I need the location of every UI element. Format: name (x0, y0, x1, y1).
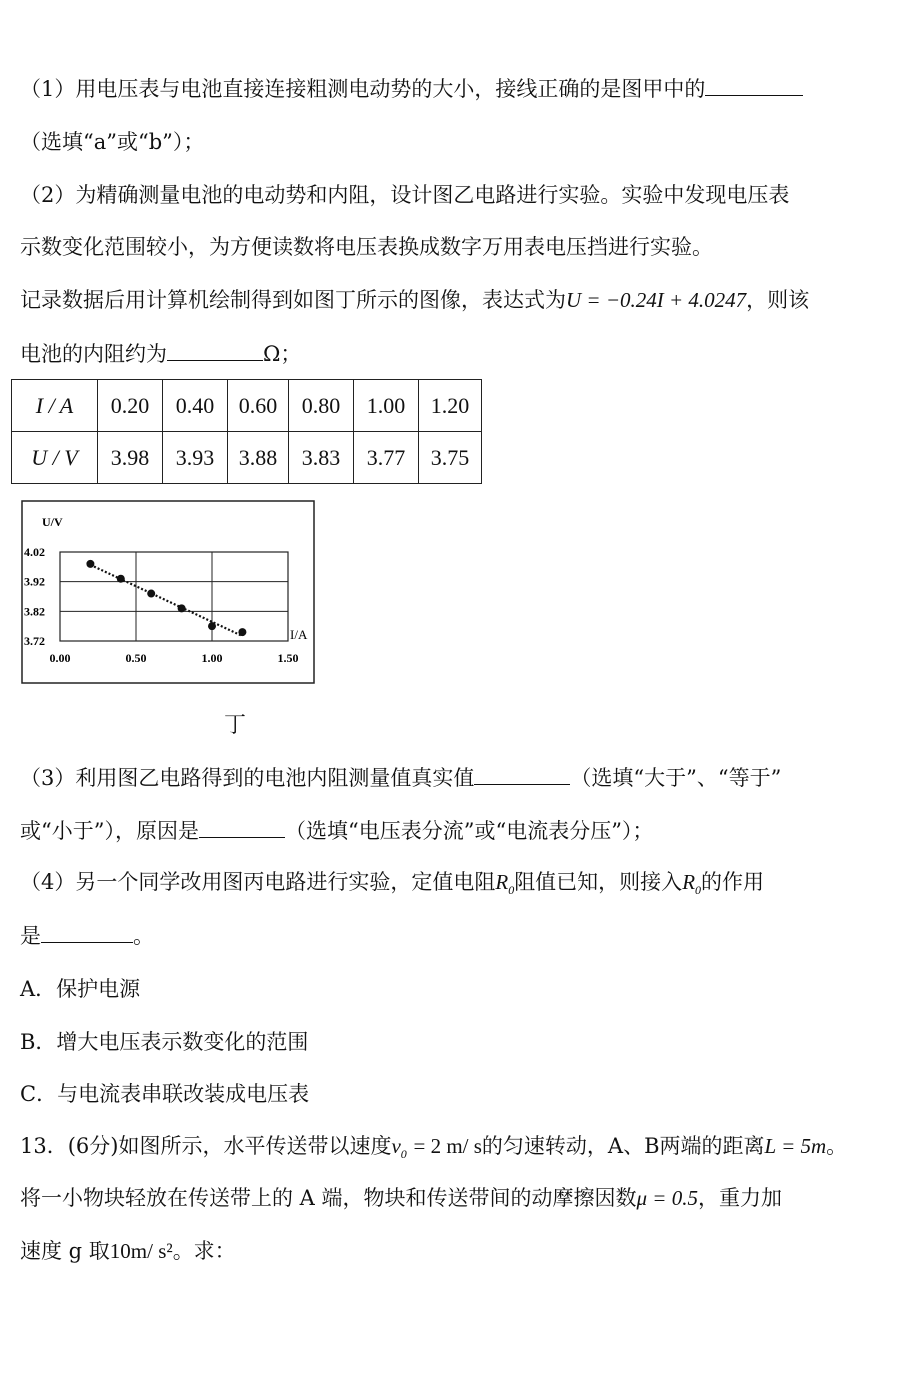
text: ，则该 (746, 288, 810, 312)
ui-chart (20, 498, 320, 688)
option-a: A．保护电源 (20, 977, 141, 1001)
symbol: R (495, 870, 509, 894)
option-b: B．增大电压表示数变化的范围 (20, 1030, 309, 1054)
answer-blank (474, 762, 570, 785)
table-row (12, 432, 482, 484)
y-tick-label: 4.02 (24, 545, 45, 559)
cell: 3.93 (163, 432, 228, 484)
text: 阻值已知，则接入 (514, 870, 683, 894)
data-table (11, 379, 482, 484)
text: 电池的内阻约为 (20, 342, 167, 366)
q3-line2 (20, 815, 653, 846)
q13-line1 (20, 1131, 847, 1169)
text: 将一小物块轻放在传送带上的 A 端，物块和传送带间的动摩擦因数 (20, 1186, 637, 1210)
text: （3）利用图乙电路得到的电池内阻测量值真实值 (20, 766, 475, 790)
q2-line4 (20, 338, 301, 369)
text: 13．(6分)如图所示，水平传送带以速度 (20, 1134, 392, 1158)
symbol: R (682, 870, 696, 894)
text: ，重力加 (697, 1186, 782, 1210)
answer-blank (705, 73, 803, 96)
text: （1）用电压表与电池直接连接粗测电动势的大小，接线正确的是图甲中的 (20, 77, 706, 101)
cell: 1.00 (354, 380, 419, 432)
cell: 0.40 (163, 380, 228, 432)
cell: 1.20 (419, 380, 482, 432)
header-cell: I / A (12, 380, 98, 432)
subscript: 0 (508, 883, 515, 898)
trendline (90, 565, 242, 636)
q4-line1 (20, 867, 764, 905)
text: Ω； (263, 342, 302, 366)
data-point (147, 590, 155, 598)
answer-blank (41, 920, 133, 943)
data-point (117, 575, 125, 583)
x-tick-label: 0.50 (125, 651, 147, 665)
text: 。 (133, 924, 154, 948)
text: 的作用 (701, 870, 765, 894)
table-row (12, 380, 482, 432)
x-tick-label: 1.50 (277, 651, 299, 665)
v0 (391, 1134, 407, 1162)
header-cell: U / V (12, 432, 98, 484)
cell: 3.88 (228, 432, 289, 484)
q2-line2: 示数变化范围较小，为方便读数将电压表换成数字万用表电压挡进行实验。 (20, 235, 713, 259)
cell: 0.20 (98, 380, 163, 432)
q2-line3 (20, 285, 809, 315)
y-tick-label: 3.82 (24, 604, 45, 619)
figure-label: 丁 (224, 713, 247, 738)
data-point (178, 604, 186, 612)
cell: 3.98 (98, 432, 163, 484)
subscript: 0 (400, 1147, 407, 1162)
option-c: C．与电流表串联改装成电压表 (20, 1082, 310, 1106)
cell: 0.80 (289, 380, 354, 432)
y-tick-label: 3.92 (24, 574, 45, 589)
text: 。求： (172, 1239, 236, 1263)
value: μ = 0.5 (636, 1186, 698, 1210)
q13-line3 (20, 1236, 236, 1266)
text: 的匀速转动，A、B两端的距离 (481, 1134, 765, 1158)
cell: 3.75 (419, 432, 482, 484)
text: 或“小于”），原因是 (20, 819, 199, 843)
r0 (682, 870, 702, 898)
value: = 2 m/ s (413, 1134, 482, 1158)
text: 是 (20, 924, 41, 948)
plot-area (60, 552, 288, 641)
q13-line2 (20, 1183, 782, 1213)
q1-line1 (20, 73, 803, 104)
text: 记录数据后用计算机绘制得到如图丁所示的图像，表达式为 (20, 288, 566, 312)
cell: 0.60 (228, 380, 289, 432)
text: 速度 g 取 (20, 1239, 110, 1263)
q4-line2 (20, 920, 154, 951)
text: 。 (826, 1134, 848, 1158)
x-tick-label: 1.00 (201, 651, 223, 665)
x-tick-label: 0.00 (49, 651, 71, 665)
cell: 3.83 (289, 432, 354, 484)
symbol: v (391, 1134, 401, 1158)
q3-line1 (20, 762, 781, 793)
cell: 3.77 (354, 432, 419, 484)
data-point (86, 560, 94, 568)
q2-line1: （2）为精确测量电池的电动势和内阻，设计图乙电路进行实验。实验中发现电压表 (20, 183, 790, 207)
data-point (238, 628, 246, 636)
r0 (495, 870, 515, 898)
y-axis-label: U/V (42, 515, 63, 529)
answer-blank (199, 815, 285, 838)
x-axis-label: I/A (290, 627, 308, 642)
data-point (208, 622, 216, 630)
q1-line2: （选填“a”或“b”）； (20, 130, 205, 154)
text: （选填“电压表分流”或“电流表分压”）； (284, 819, 654, 843)
formula: U = −0.24I + 4.0247 (566, 288, 747, 312)
text: （4）另一个同学改用图丙电路进行实验，定值电阻 (20, 870, 496, 894)
value: 10m/ s² (109, 1239, 173, 1263)
answer-blank (167, 338, 263, 361)
subscript: 0 (695, 883, 702, 898)
y-tick-label: 3.72 (24, 634, 45, 648)
value: L = 5m (764, 1134, 827, 1158)
text: （选填“大于”、“等于” (570, 766, 782, 790)
